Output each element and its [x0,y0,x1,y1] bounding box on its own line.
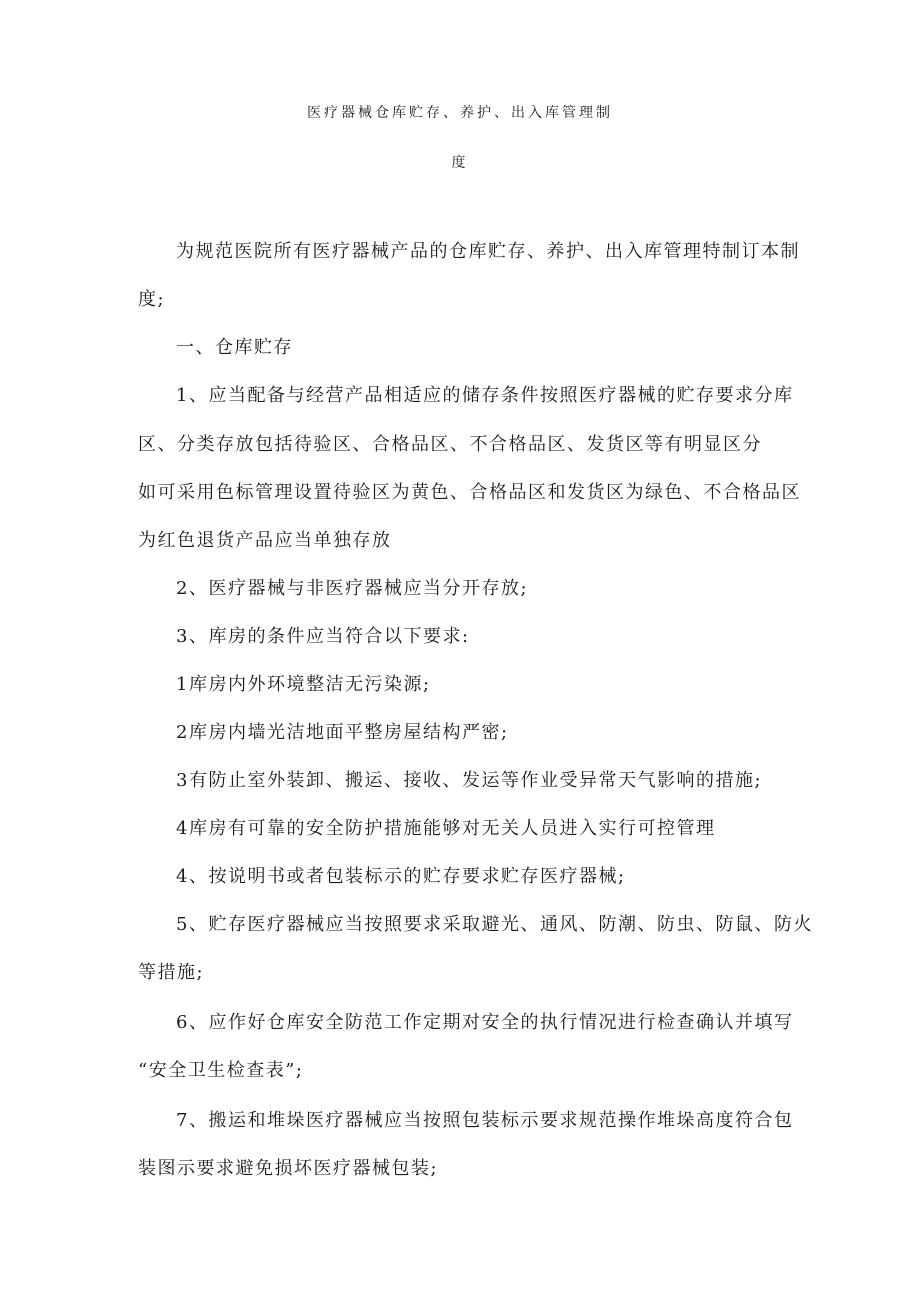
item-1-line-4: 为红色退货产品应当单独存放 [138,530,392,551]
item-5-line-2: 等措施; [138,962,205,983]
section-heading-storage: 一、仓库贮存 [176,337,293,358]
item-7-line-1: 7、搬运和堆垛医疗器械应当按照包装标示要求规范操作堆垛高度符合包 [176,1110,794,1131]
item-1-line-1: 1、应当配备与经营产品相适应的储存条件按照医疗器械的贮存要求分库 [176,385,794,406]
item-3-sub-3: 3有防止室外装卸、搬运、接收、发运等作业受异常天气影响的措施; [176,770,763,791]
document-title-line-2: 度 [451,155,469,171]
item-4: 4、按说明书或者包装标示的贮存要求贮存医疗器械; [176,866,626,887]
item-1-line-3: 如可采用色标管理设置待验区为黄色、合格品区和发货区为绿色、不合格品区 [138,482,801,503]
item-1-line-2: 区、分类存放包括待验区、合格品区、不合格品区、发货区等有明显区分 [138,434,762,455]
document-title-line-1: 医疗器械仓库贮存、养护、出入库管理制 [307,105,613,121]
intro-paragraph-line-2: 度; [138,289,166,310]
item-6-line-2: “安全卫生检查表”; [138,1060,304,1081]
item-5-line-1: 5、贮存医疗器械应当按照要求采取避光、通风、防潮、防虫、防鼠、防火 [176,914,813,935]
item-3-sub-4: 4库房有可靠的安全防护措施能够对无关人员进入实行可控管理 [176,818,716,839]
item-3-sub-1: 1库房内外环境整洁无污染源; [176,674,431,695]
intro-paragraph-line-1: 为规范医院所有医疗器械产品的仓库贮存、养护、出入库管理特制订本制 [176,241,800,262]
item-3-sub-2: 2库房内墙光洁地面平整房屋结构严密; [176,722,509,743]
item-2: 2、医疗器械与非医疗器械应当分开存放; [176,578,529,599]
item-7-line-2: 装图示要求避免损坏医疗器械包装; [138,1158,439,1179]
item-6-line-1: 6、应作好仓库安全防范工作定期对安全的执行情况进行检查确认并填写 [176,1012,794,1033]
item-3: 3、库房的条件应当符合以下要求: [176,626,470,647]
